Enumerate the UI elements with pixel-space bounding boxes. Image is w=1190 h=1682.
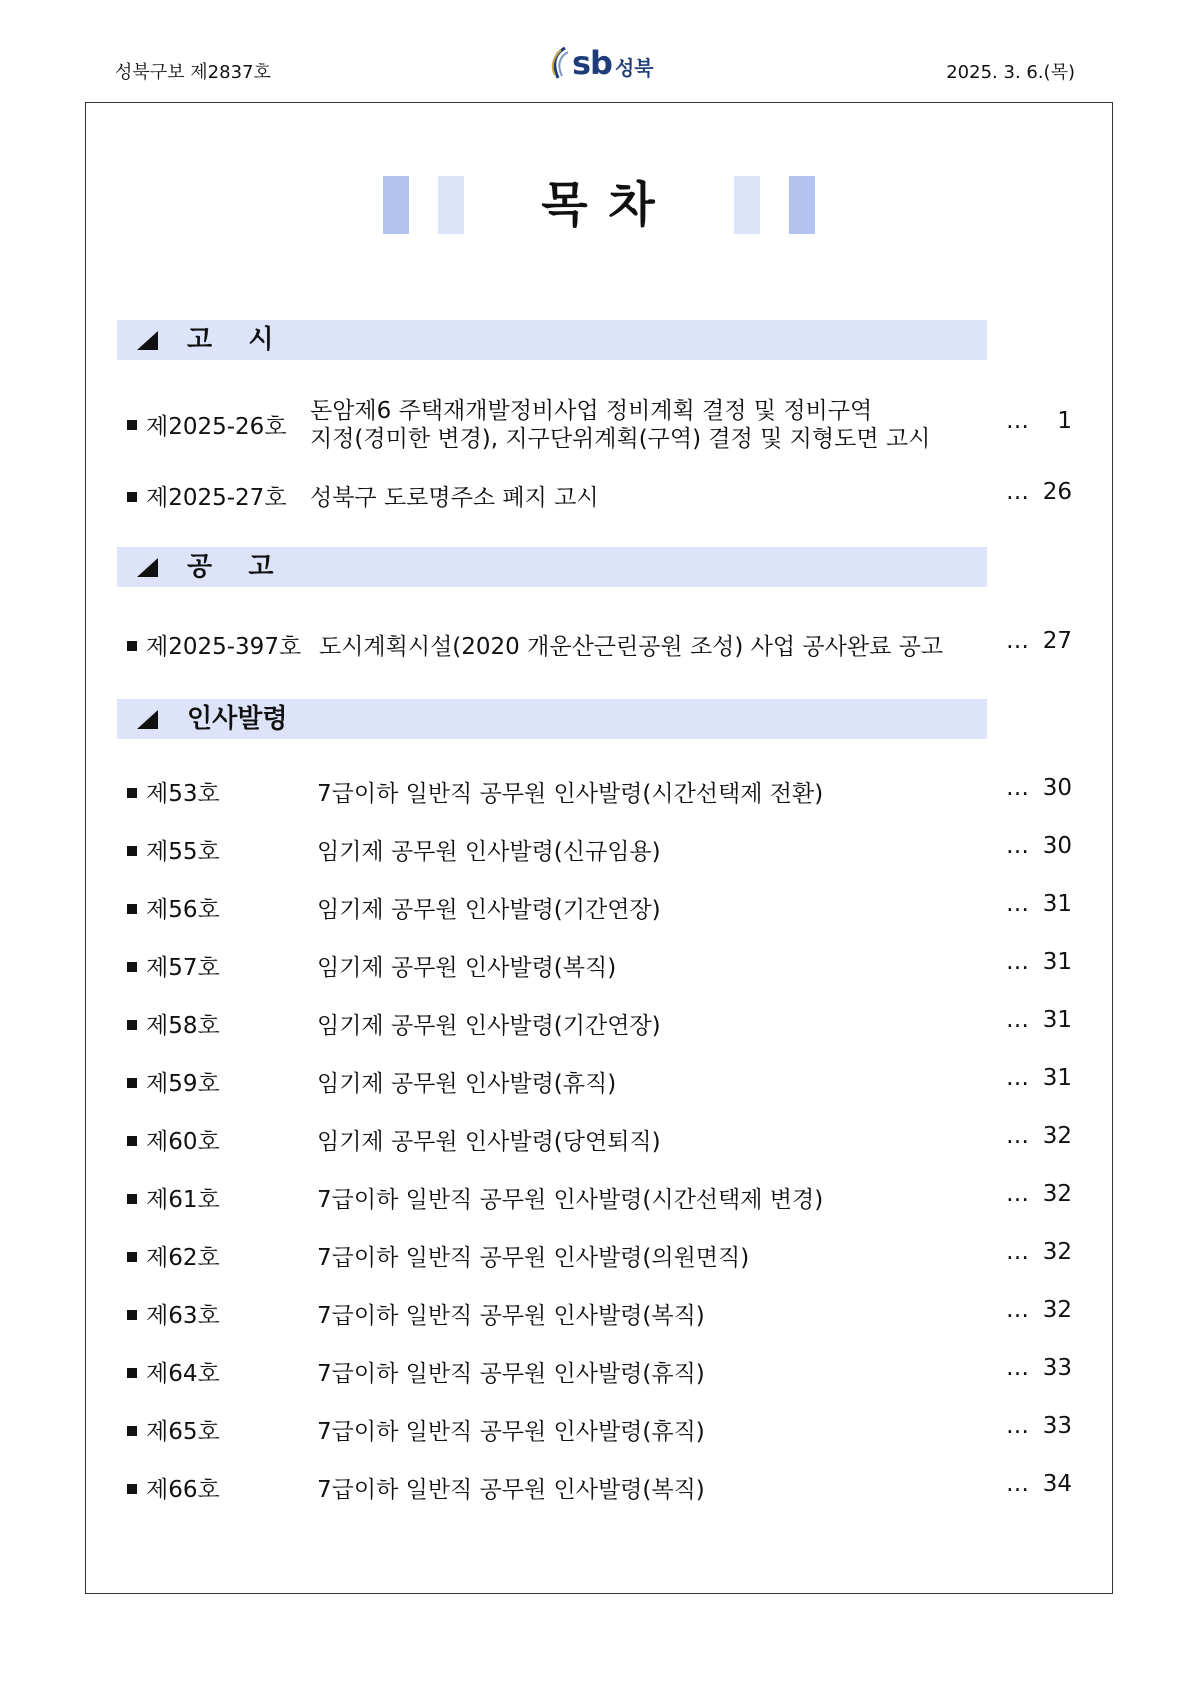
leader-dots: … bbox=[1006, 1239, 1029, 1265]
entry-title: 7급이하 일반직 공무원 인사발령(시간선택제 전환) bbox=[317, 781, 824, 807]
entry-number: 제55호 bbox=[146, 839, 220, 865]
leader-dots: … bbox=[1006, 1297, 1029, 1323]
section-label: 공 고 bbox=[187, 552, 274, 582]
section-header-notice bbox=[117, 320, 987, 360]
square-bullet-icon bbox=[127, 1484, 137, 1494]
entry-title: 7급이하 일반직 공무원 인사발령(시간선택제 변경) bbox=[317, 1187, 824, 1213]
bulletin-issue: 성북구보 제2837호 bbox=[115, 62, 271, 83]
page-title: 목 차 bbox=[541, 177, 657, 233]
page-number: 31 bbox=[1042, 891, 1072, 917]
entry-number: 제61호 bbox=[146, 1187, 220, 1213]
square-bullet-icon bbox=[127, 962, 137, 972]
page-number: 27 bbox=[1042, 628, 1072, 654]
entry-number: 제64호 bbox=[146, 1361, 220, 1387]
seongbuk-logo bbox=[548, 46, 654, 80]
entry-number: 제63호 bbox=[146, 1303, 220, 1329]
square-bullet-icon bbox=[127, 904, 137, 914]
entry-number: 제53호 bbox=[146, 781, 220, 807]
bulletin-date: 2025. 3. 6.(목) bbox=[946, 62, 1075, 83]
page-number: 31 bbox=[1042, 1065, 1072, 1091]
section-header-personnel bbox=[117, 699, 987, 739]
page-number: 31 bbox=[1042, 1007, 1072, 1033]
square-bullet-icon bbox=[127, 1310, 137, 1320]
entry-number: 제56호 bbox=[146, 897, 220, 923]
logo-name: 성북 bbox=[614, 55, 654, 80]
square-bullet-icon bbox=[127, 420, 137, 430]
page-number: 33 bbox=[1042, 1355, 1072, 1381]
square-bullet-icon bbox=[127, 492, 137, 502]
square-bullet-icon bbox=[127, 1078, 137, 1088]
entry-number: 제58호 bbox=[146, 1013, 220, 1039]
entry-number: 제60호 bbox=[146, 1129, 220, 1155]
entry-title: 7급이하 일반직 공무원 인사발령(휴직) bbox=[317, 1419, 705, 1445]
entry-title: 임기제 공무원 인사발령(기간연장) bbox=[317, 897, 661, 923]
entry-title: 도시계획시설(2020 개운산근린공원 조성) 사업 공사완료 공고 bbox=[319, 634, 944, 660]
triangle-icon bbox=[137, 331, 158, 350]
entry-title: 성북구 도로명주소 폐지 고시 bbox=[310, 485, 599, 511]
square-bullet-icon bbox=[127, 1020, 137, 1030]
leader-dots: … bbox=[1006, 1413, 1029, 1439]
page-number: 30 bbox=[1042, 775, 1072, 801]
leader-dots: … bbox=[1006, 1123, 1029, 1149]
page-number: 32 bbox=[1042, 1297, 1072, 1323]
entry-title: 7급이하 일반직 공무원 인사발령(의원면직) bbox=[317, 1245, 750, 1271]
entry-number: 제65호 bbox=[146, 1419, 220, 1445]
entry-number: 제57호 bbox=[146, 955, 220, 981]
entry-number: 제2025-27호 bbox=[146, 485, 287, 511]
section-header-announcement bbox=[117, 547, 987, 587]
square-bullet-icon bbox=[127, 1194, 137, 1204]
toc-title-block bbox=[383, 176, 815, 234]
leader-dots: … bbox=[1006, 1065, 1029, 1091]
page-number: 32 bbox=[1042, 1181, 1072, 1207]
page-number: 31 bbox=[1042, 949, 1072, 975]
page-number: 32 bbox=[1042, 1123, 1072, 1149]
entry-title: 7급이하 일반직 공무원 인사발령(복직) bbox=[317, 1477, 705, 1503]
leader-dots: … bbox=[1006, 1181, 1029, 1207]
triangle-icon bbox=[137, 558, 158, 577]
page-number: 32 bbox=[1042, 1239, 1072, 1265]
square-bullet-icon bbox=[127, 1368, 137, 1378]
entry-title: 지정(경미한 변경), 지구단위계획(구역) 결정 및 지형도면 고시 bbox=[310, 426, 931, 452]
entry-number: 제59호 bbox=[146, 1071, 220, 1097]
triangle-icon bbox=[137, 710, 158, 729]
square-bullet-icon bbox=[127, 846, 137, 856]
entry-title: 임기제 공무원 인사발령(복직) bbox=[317, 955, 617, 981]
entry-title: 7급이하 일반직 공무원 인사발령(휴직) bbox=[317, 1361, 705, 1387]
leader-dots: … bbox=[1006, 1471, 1029, 1497]
entry-title: 7급이하 일반직 공무원 인사발령(복직) bbox=[317, 1303, 705, 1329]
entry-title: 임기제 공무원 인사발령(기간연장) bbox=[317, 1013, 661, 1039]
square-bullet-icon bbox=[127, 1136, 137, 1146]
square-bullet-icon bbox=[127, 641, 137, 651]
page-number: 30 bbox=[1042, 833, 1072, 859]
page-number: 1 bbox=[1057, 408, 1072, 434]
leader-dots: … bbox=[1006, 628, 1029, 654]
leader-dots: … bbox=[1006, 1355, 1029, 1381]
leader-dots: … bbox=[1006, 775, 1029, 801]
entry-number: 제2025-26호 bbox=[146, 414, 287, 440]
square-bullet-icon bbox=[127, 1252, 137, 1262]
square-bullet-icon bbox=[127, 1426, 137, 1436]
logo-swirl-icon bbox=[548, 46, 570, 80]
logo-text: sb bbox=[572, 44, 612, 82]
leader-dots: … bbox=[1006, 891, 1029, 917]
section-label: 인사발령 bbox=[187, 704, 288, 734]
entry-number: 제2025-397호 bbox=[146, 634, 302, 660]
leader-dots: … bbox=[1006, 479, 1029, 505]
entry-number: 제66호 bbox=[146, 1477, 220, 1503]
entry-title: 돈암제6 주택재개발정비사업 정비계획 결정 및 정비구역 bbox=[310, 398, 873, 424]
page-number: 33 bbox=[1042, 1413, 1072, 1439]
leader-dots: … bbox=[1006, 1007, 1029, 1033]
entry-title: 임기제 공무원 인사발령(당연퇴직) bbox=[317, 1129, 661, 1155]
entry-title: 임기제 공무원 인사발령(신규임용) bbox=[317, 839, 661, 865]
entry-number: 제62호 bbox=[146, 1245, 220, 1271]
section-label: 고 시 bbox=[187, 325, 274, 355]
square-bullet-icon bbox=[127, 788, 137, 798]
leader-dots: … bbox=[1006, 949, 1029, 975]
page-number: 26 bbox=[1042, 479, 1072, 505]
entry-title: 임기제 공무원 인사발령(휴직) bbox=[317, 1071, 617, 1097]
page-number: 34 bbox=[1042, 1471, 1072, 1497]
leader-dots: … bbox=[1006, 833, 1029, 859]
leader-dots: … bbox=[1006, 408, 1029, 434]
